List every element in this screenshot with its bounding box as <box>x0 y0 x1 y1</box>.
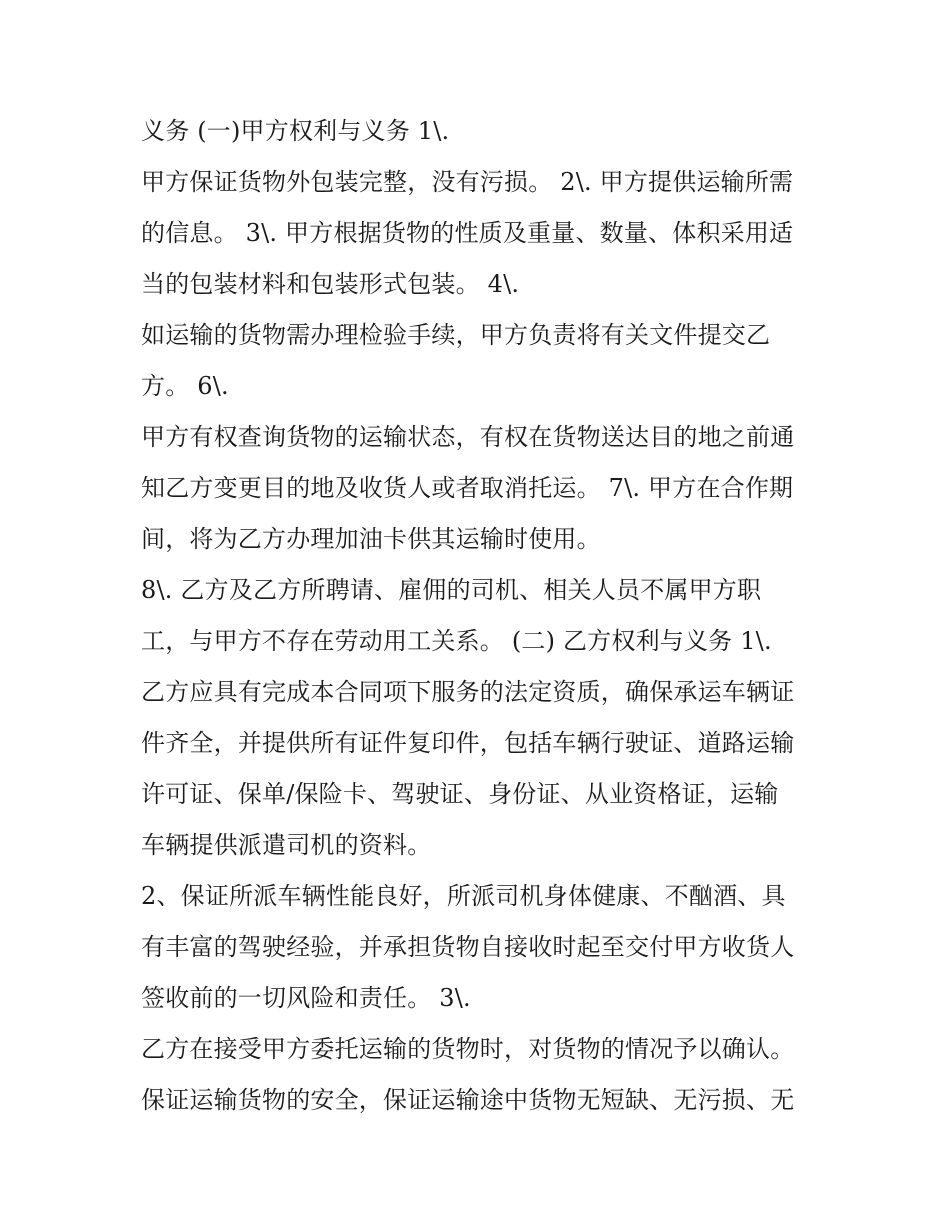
text-line: 乙方在接受甲方委托运输的货物时，对货物的情况予以确认。 <box>141 1035 795 1063</box>
text-line: 乙方应具有完成本合同项下服务的法定资质，确保承运车辆证 <box>141 678 795 706</box>
text-line: 车辆提供派遣司机的资料。 <box>141 831 432 859</box>
text-line: 的信息。 3\. 甲方根据货物的性质及重量、数量、体积采用适 <box>141 219 794 247</box>
text-line: 保证运输货物的安全，保证运输途中货物无短缺、无污损、无 <box>141 1086 795 1114</box>
text-line: 当的包装材料和包装形式包装。 4\. <box>141 270 520 298</box>
text-line: 方。 6\. <box>141 372 229 400</box>
text-line: 知乙方变更目的地及收货人或者取消托运。 7\. 甲方在合作期 <box>141 474 794 502</box>
text-line: 许可证、保单/保险卡、驾驶证、身份证、从业资格证，运输 <box>141 780 779 808</box>
text-line: 如运输的货物需办理检验手续，甲方负责将有关文件提交乙 <box>141 321 771 349</box>
text-line: 8\. 乙方及乙方所聘请、雇佣的司机、相关人员不属甲方职 <box>141 576 762 604</box>
text-line: 间，将为乙方办理加油卡供其运输时使用。 <box>141 525 601 553</box>
text-line: 工，与甲方不存在劳动用工关系。 (二) 乙方权利与义务 1\. <box>141 627 772 655</box>
text-line: 义务 (一)甲方权利与义务 1\. <box>141 117 450 145</box>
text-line: 签收前的一切风险和责任。 3\. <box>141 984 471 1012</box>
text-line: 件齐全，并提供所有证件复印件，包括车辆行驶证、道路运输 <box>141 729 795 757</box>
contract-text-body <box>141 106 831 1126</box>
text-line: 甲方有权查询货物的运输状态，有权在货物送达目的地之前通 <box>141 423 795 451</box>
text-line: 2、保证所派车辆性能良好，所派司机身体健康、不酗酒、具 <box>141 882 786 910</box>
text-line: 甲方保证货物外包装完整，没有污损。 2\. 甲方提供运输所需 <box>141 168 794 196</box>
text-line: 有丰富的驾驶经验，并承担货物自接收时起至交付甲方收货人 <box>141 933 795 961</box>
